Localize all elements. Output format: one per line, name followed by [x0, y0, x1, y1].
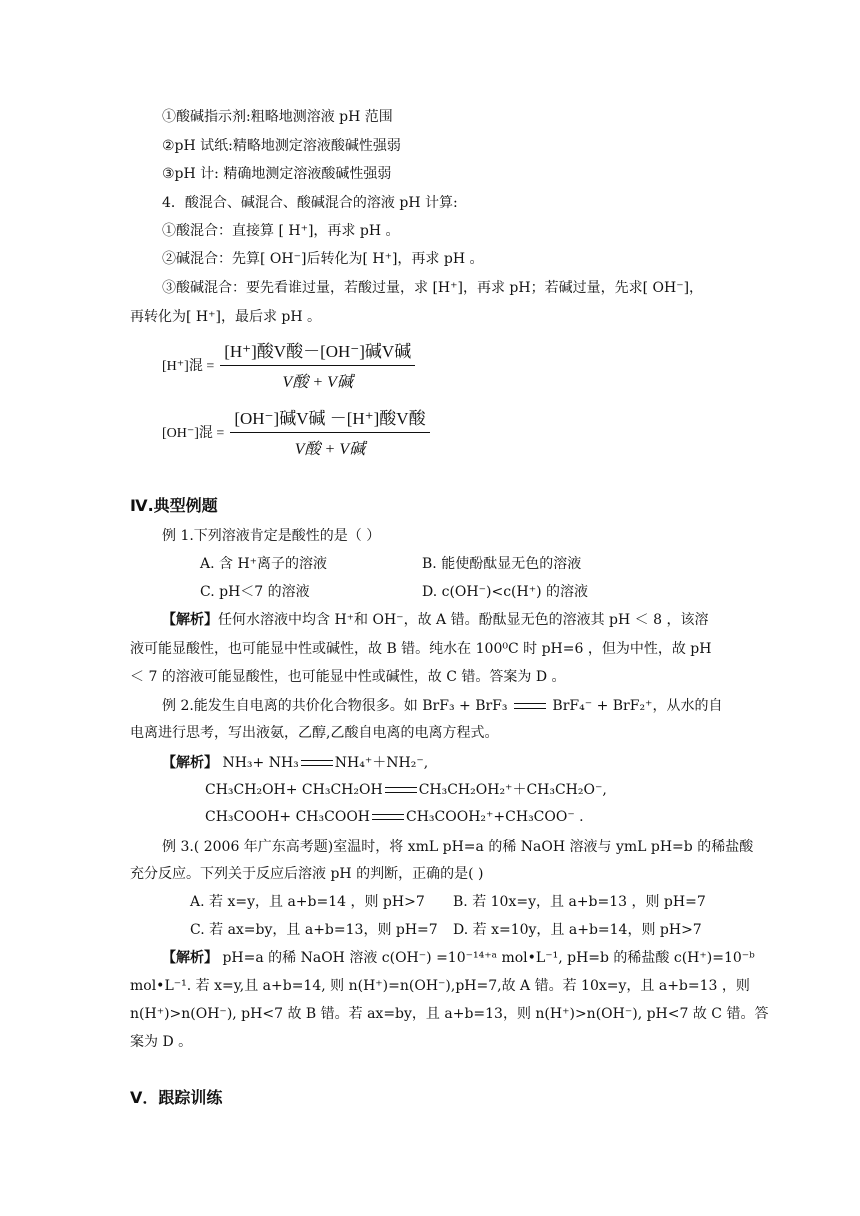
analysis-label: 【解析】: [162, 950, 218, 966]
example-2-stem-part-b: BrF₄⁻ + BrF₂⁺，从水的自: [552, 698, 723, 714]
intro-line-2: ②pH 试纸:精略地测定溶液酸碱性强弱: [162, 138, 401, 154]
example-1-stem: 例 1.下列溶液肯定是酸性的是（ ）: [162, 528, 381, 544]
intro-line-8: 再转化为[ H⁺]，最后求 pH 。: [130, 309, 322, 325]
intro-line-4: 4．酸混合、碱混合、酸碱混合的溶液 pH 计算:: [162, 195, 458, 211]
example-3-option-b: B. 若 10x=y，且 a+b=13 ，则 pH=7: [453, 894, 706, 910]
example-1-analysis-line-2: 液可能显酸性，也可能显中性或碱性，故 B 错。纯水在 100⁰C 时 pH=6 ，但为中性，故 pH: [130, 641, 712, 657]
acetic-products: CH₃COOH₂⁺+CH₃COO⁻ .: [406, 809, 584, 825]
equilibrium-arrow-icon: [383, 785, 419, 795]
example-3-analysis-line-2: mol•L⁻¹. 若 x=y,且 a+b=14, 则 n(H⁺)=n(OH⁻),pH=7,故 A 错。若 10x=y，且 a+b=13 ，则: [130, 978, 750, 994]
intro-line-3: ③pH 计: 精确地测定溶液酸碱性强弱: [162, 166, 392, 182]
example-1-option-a: A. 含 H⁺离子的溶液: [200, 556, 328, 572]
formula-2-numerator: [OH⁻]碱V碱 －[H⁺]酸V酸: [230, 404, 429, 433]
example-1-option-c: C. pH＜7 的溶液: [200, 584, 310, 600]
analysis-text: pH=a 的稀 NaOH 溶液 c(OH⁻) =10⁻¹⁴⁺ᵃ mol•L⁻¹, pH=b 的稀盐酸 c(H⁺)=10⁻ᵇ: [218, 950, 755, 966]
formula-oh-mixed: [162, 404, 430, 459]
example-1-analysis-line-1: [162, 611, 708, 629]
example-3-stem-line-1: 例 3.( 2006 年广东高考题)室温时，将 xmL pH=a 的稀 NaOH 溶液与 ymL pH=b 的稀盐酸: [162, 839, 754, 855]
example-3-analysis-line-4: 案为 D 。: [130, 1034, 193, 1050]
example-3-stem-line-2: 充分反应。下列关于反应后溶液 pH 的判断，正确的是( ): [130, 866, 484, 882]
example-2-acetic-equation: [205, 808, 584, 826]
example-1-analysis-line-3: ＜ 7 的溶液可能显酸性，也可能显中性或碱性，故 C 错。答案为 D 。: [130, 669, 566, 685]
ethanol-products: CH₃CH₂OH₂⁺＋CH₃CH₂O⁻,: [418, 782, 607, 798]
example-3-analysis-line-3: n(H⁺)>n(OH⁻), pH<7 故 B 错。若 ax=by，且 a+b=13，则 n(H⁺)>n(OH⁻), pH<7 故 C 错。答: [130, 1006, 769, 1022]
equilibrium-arrow-icon: [512, 701, 548, 711]
formula-1-lhs: [H⁺]混 =: [162, 358, 215, 374]
example-3-option-c: C. 若 ax=by，且 a+b=13，则 pH=7: [190, 922, 438, 938]
example-2-stem-part-a: 例 2.能发生自电离的共价化合物很多。如 BrF₃ + BrF₃: [162, 698, 508, 714]
section-4-heading: Ⅳ.典型例题: [130, 496, 218, 515]
example-2-analysis-line-1: [162, 754, 428, 772]
equilibrium-arrow-icon: [370, 812, 406, 822]
example-3-option-a: A. 若 x=y，且 a+b=14 ，则 pH>7: [190, 894, 425, 910]
acetic-reactants: CH₃COOH+ CH₃COOH: [205, 809, 370, 825]
ammonia-reactants: NH₃+ NH₃: [218, 755, 299, 771]
intro-line-1: ①酸碱指示剂:粗略地测溶液 pH 范围: [162, 109, 393, 125]
intro-line-5: ①酸混合：直接算 [ H⁺]，再求 pH 。: [162, 223, 400, 239]
formula-1-numerator: [H⁺]酸V酸－[OH⁻]碱V碱: [220, 337, 415, 366]
example-3-analysis-line-1: [162, 949, 755, 967]
example-2-ethanol-equation: [205, 781, 607, 799]
formula-h-mixed: [162, 337, 415, 392]
analysis-text: 任何水溶液中均含 H⁺和 OH⁻，故 A 错。酚酞显无色的溶液其 pH ＜ 8 ，该溶: [218, 612, 709, 628]
example-1-option-b: B. 能使酚酞显无色的溶液: [422, 556, 582, 572]
example-3-option-d: D. 若 x=10y，且 a+b=14，则 pH>7: [453, 922, 702, 938]
ammonia-products: NH₄⁺＋NH₂⁻,: [334, 755, 429, 771]
example-2-stem-line-2: 电离进行思考，写出液氨，乙醇,乙酸自电离的电离方程式。: [130, 725, 499, 741]
formula-1-denominator: V酸 + V碱: [282, 374, 353, 391]
example-2-stem-line-1: [162, 697, 722, 715]
section-5-heading: Ⅴ．跟踪训练: [130, 1088, 223, 1107]
equilibrium-arrow-icon: [299, 758, 335, 768]
analysis-label: 【解析】: [162, 755, 218, 771]
intro-line-7: ③酸碱混合：要先看谁过量，若酸过量，求 [H⁺]，再求 pH；若碱过量，先求[ OH⁻]，: [162, 280, 704, 296]
ethanol-reactants: CH₃CH₂OH+ CH₃CH₂OH: [205, 782, 383, 798]
formula-2-lhs: [OH⁻]混 =: [162, 425, 225, 441]
intro-line-6: ②碱混合：先算[ OH⁻]后转化为[ H⁺]，再求 pH 。: [162, 251, 484, 267]
analysis-label: 【解析】: [162, 612, 218, 628]
example-1-option-d: D. c(OH⁻)<c(H⁺) 的溶液: [422, 584, 589, 600]
formula-2-denominator: V酸 + V碱: [294, 441, 366, 458]
